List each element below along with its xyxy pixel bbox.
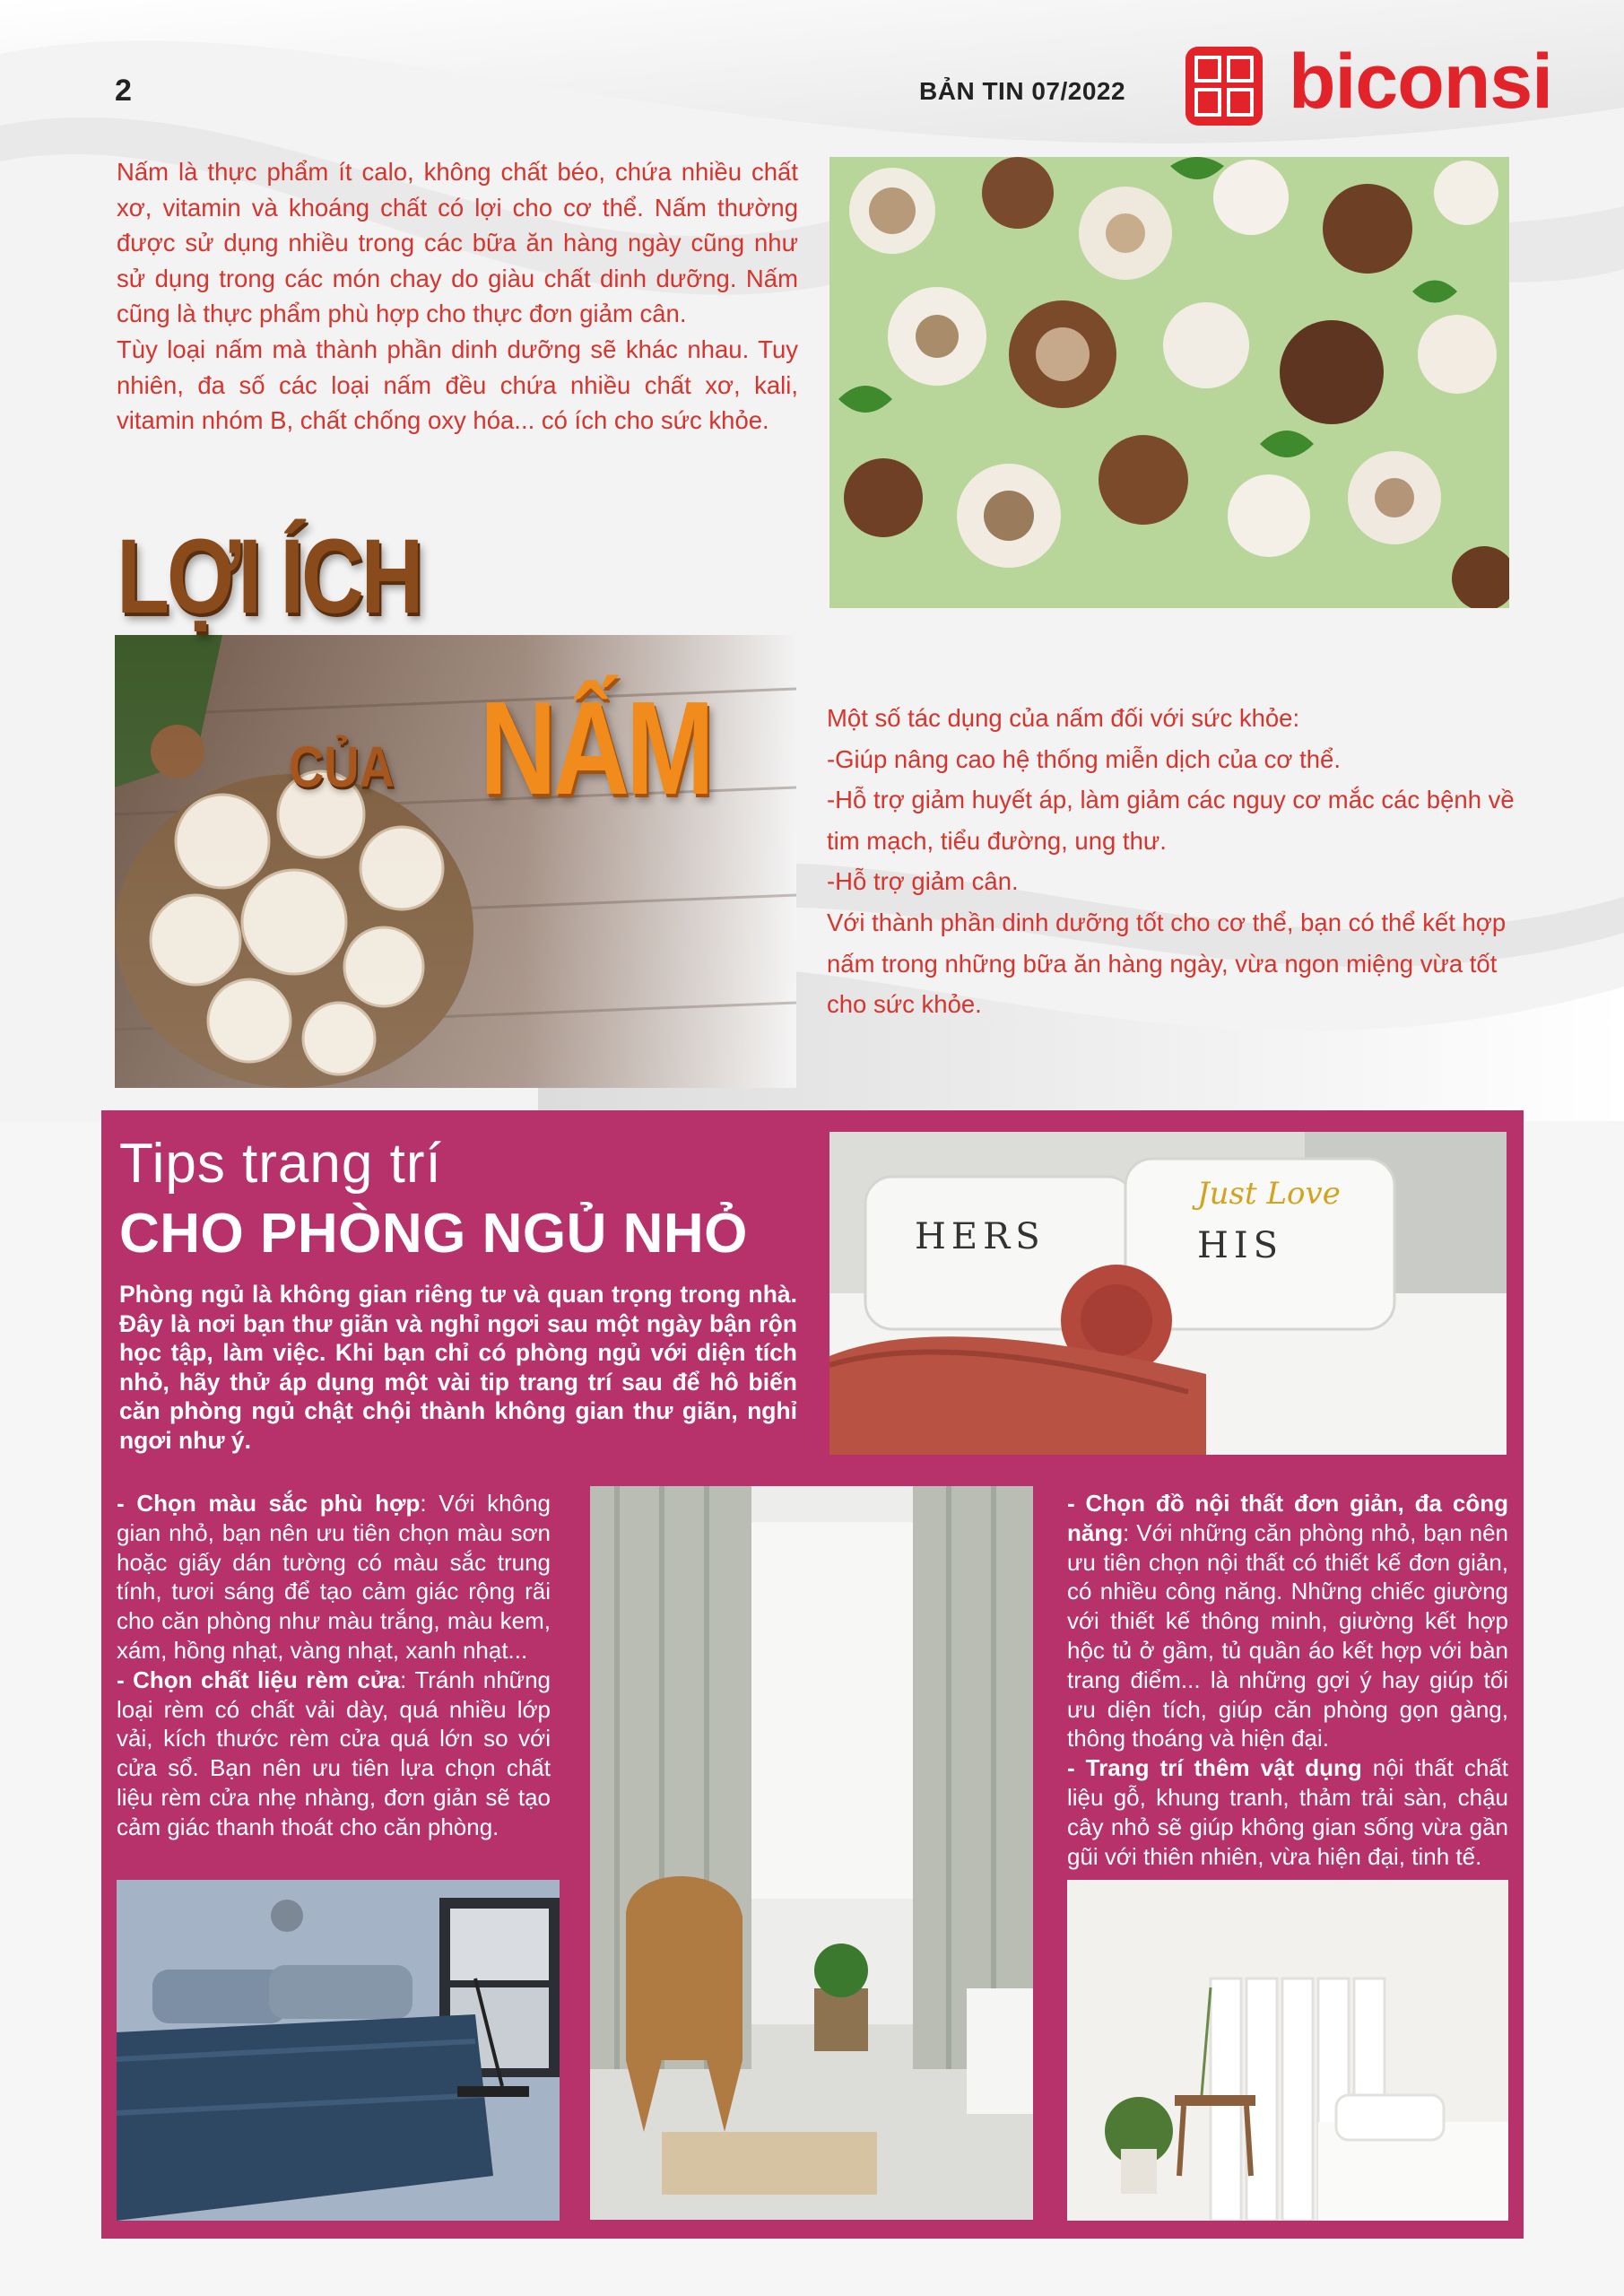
- tip-colors-body: : Với không gian nhỏ, bạn nên ưu tiên chọn màu sơn hoặc giấy dán tường có màu sắc trung tính, tươi sáng để tạo cảm giác rộng rãi cho căn phòng như màu trắng, màu kem, xám, hồng nhạt, vàng nhạt, xanh nhạt...: [117, 1490, 551, 1664]
- title-cua: CỦA: [289, 735, 395, 799]
- tip-decor: [1067, 1753, 1508, 1871]
- title-loi-ich: LỢI ÍCH: [117, 517, 421, 636]
- curtain-room-photo: [590, 1486, 1033, 2220]
- issue-label: BẢN TIN 07/2022: [919, 77, 1126, 105]
- tips-column-left: [117, 1489, 551, 1842]
- blue-bedroom-photo: [117, 1880, 560, 2221]
- tips-column-right: [1067, 1489, 1508, 1871]
- benefits-line: -Hỗ trợ giảm huyết áp, làm giảm các nguy cơ mắc các bệnh về tim mạch, tiểu đường, ung thư.: [827, 786, 1515, 855]
- title-nam: NẤM: [480, 674, 711, 822]
- tip-curtains-body: : Tránh những loại rèm có chất vải dày, quá nhiều lớp vải, kích thước rèm cửa quá lớn so với cửa sổ. Bạn nên ưu tiên lựa chọn chất liệu rèm cửa nhẹ nhàng, đơn giản sẽ tạo cảm giác thanh thoát cho căn phòng.: [117, 1665, 551, 1840]
- tip-colors-title: - Chọn màu sắc phù hợp: [117, 1490, 421, 1517]
- benefits-line: -Giúp nâng cao hệ thống miễn dịch của cơ thể.: [827, 744, 1341, 773]
- mushroom-intro: [117, 154, 798, 439]
- tip-furniture: [1067, 1489, 1508, 1753]
- mushroom-benefits: [827, 698, 1517, 1025]
- intro-paragraph-2: Tùy loại nấm mà thành phần dinh dưỡng sẽ khác nhau. Tuy nhiên, đa số các loại nấm đều chứa nhiều chất xơ, kali, vitamin nhóm B, chất chống oxy hóa... có ích cho sức khỏe.: [117, 335, 798, 435]
- page-number: 2: [115, 74, 132, 108]
- tip-curtains-title: - Chọn chất liệu rèm cửa: [117, 1665, 401, 1693]
- benefits-line: Một số tác dụng của nấm đối với sức khỏe:: [827, 704, 1300, 732]
- pillow-text-hers: HERS: [915, 1216, 1046, 1257]
- tip-decor-body: nội thất chất liệu gỗ, khung tranh, thảm trải sàn, chậu cây nhỏ sẽ giúp không gian sống vừa gần gũi với thiên nhiên, vừa hiện đại, tinh tế.: [1067, 1754, 1508, 1870]
- tip-colors: [117, 1489, 551, 1665]
- tips-subtitle: Tips trang trí: [119, 1133, 442, 1195]
- tip-curtains: [117, 1665, 551, 1842]
- mushrooms-photo: [829, 157, 1509, 608]
- biconsi-logo: [1185, 39, 1562, 129]
- bedroom-pillows-photo: [829, 1132, 1507, 1455]
- benefits-line: -Hỗ trợ giảm cân.: [827, 867, 1019, 896]
- pillow-text-just-love: Just Love: [1197, 1176, 1341, 1212]
- white-room-photo: [1067, 1880, 1508, 2221]
- tips-intro: Phòng ngủ là không gian riêng tư và quan trọng trong nhà. Đây là nơi bạn thư giãn và nghỉ ngơi sau một ngày bận rộn học tập, làm việc. Khi bạn chỉ có phòng ngủ với diện tích nhỏ, hãy thử áp dụng một vài tip trang trí sau để hô biến căn phòng ngủ chật chội thành không gian thư giãn, nghỉ ngơi như ý.: [119, 1281, 797, 1454]
- pillow-text-his: HIS: [1197, 1225, 1284, 1266]
- tip-furniture-title: - Chọn đồ nội thất đơn giản, đa công năng: [1067, 1490, 1508, 1546]
- tip-furniture-body: : Với những căn phòng nhỏ, bạn nên ưu tiên chọn nội thất có thiết kế đơn giản, có nhiều công năng. Những chiếc giường với thiết kế thông minh, giường kết hợp hộc tủ ở gầm, tủ quần áo kết hợp với bàn trang điểm... là những gợi ý hay giúp tối ưu diện tích, giúp căn phòng gọn gàng, thông thoáng và hiện đại.: [1067, 1518, 1508, 1752]
- tips-title: CHO PHÒNG NGỦ NHỎ: [119, 1203, 748, 1265]
- logo-mark-icon: [1185, 43, 1266, 129]
- logo-wordmark: biconsi: [1289, 39, 1553, 125]
- intro-paragraph-1: Nấm là thực phẩm ít calo, không chất béo, chứa nhiều chất xơ, vitamin và khoáng chất có lợi cho cơ thể. Nấm thường được sử dụng nhiều trong các bữa ăn hàng ngày cũng như sử dụng trong các món chay do giàu chất dinh dưỡng. Nấm cũng là thực phẩm phù hợp cho thực đơn giảm cân.: [117, 158, 798, 328]
- benefits-line: Với thành phần dinh dưỡng tốt cho cơ thể, bạn có thể kết hợp nấm trong những bữa ăn hàng ngày, vừa ngon miệng vừa tốt cho sức khỏe.: [827, 908, 1507, 1019]
- tip-decor-title: - Trang trí thêm vật dụng: [1067, 1754, 1362, 1782]
